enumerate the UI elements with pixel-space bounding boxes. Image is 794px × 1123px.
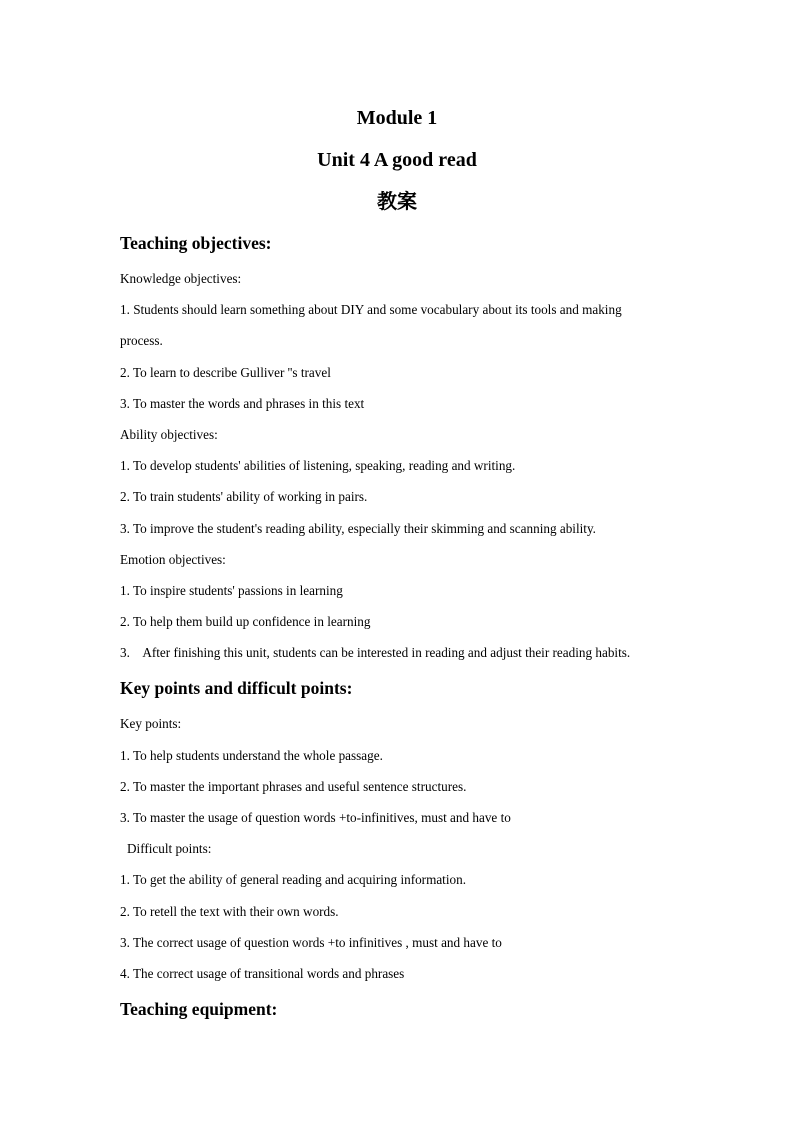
emotion-objectives-label: Emotion objectives: — [120, 551, 226, 567]
difficult-point-item: 1. To get the ability of general reading and acquiring information. — [120, 872, 466, 888]
key-point-item: 1. To help students understand the whole passage. — [120, 747, 383, 763]
knowledge-objective-item: 3. To master the words and phrases in this text — [120, 395, 365, 411]
difficult-points-label: Difficult points: — [127, 841, 212, 857]
key-point-item: 2. To master the important phrases and useful sentence structures. — [120, 778, 467, 794]
difficult-point-item: 2. To retell the text with their own words. — [120, 903, 339, 919]
lesson-plan-title: 教案 — [377, 191, 417, 213]
emotion-objective-item: 3. After finishing this unit, students can be interested in reading and adjust their reading habits. — [120, 645, 631, 661]
teaching-objectives-heading: Teaching objectives: — [120, 233, 272, 253]
key-difficult-points-heading: Key points and difficult points: — [120, 678, 353, 699]
knowledge-objectives-label: Knowledge objectives: — [120, 271, 242, 286]
ability-objective-item: 1. To develop students' abilities of listening, speaking, reading and writing. — [120, 458, 516, 474]
key-point-item: 3. To master the usage of question words +to-infinitives, must and have to — [120, 810, 511, 825]
knowledge-objective-item: process. — [120, 333, 163, 349]
unit-title: Unit 4 A good read — [317, 149, 477, 171]
key-points-label: Key points: — [120, 716, 182, 732]
ability-objectives-label: Ability objectives: — [120, 426, 218, 442]
module-title: Module 1 — [356, 107, 438, 129]
emotion-objective-item: 2. To help them build up confidence in learning — [120, 614, 371, 630]
document-body — [120, 229, 720, 1029]
knowledge-objective-item: 2. To learn to describe Gulliver ''s travel — [120, 364, 331, 380]
difficult-point-item: 3. The correct usage of question words +to infinitives , must and have to — [120, 934, 502, 950]
knowledge-objective-item: 1. Students should learn something about DIY and some vocabulary about its tools and making — [120, 302, 622, 318]
ability-objective-item: 3. To improve the student's reading ability, especially their skimming and scanning ability. — [120, 520, 596, 536]
ability-objective-item: 2. To train students' ability of working in pairs. — [120, 489, 368, 505]
difficult-point-item: 4. The correct usage of transitional words and phrases — [120, 965, 405, 981]
teaching-equipment-heading: Teaching equipment: — [120, 999, 278, 1020]
emotion-objective-item: 1. To inspire students' passions in learning — [120, 582, 343, 598]
